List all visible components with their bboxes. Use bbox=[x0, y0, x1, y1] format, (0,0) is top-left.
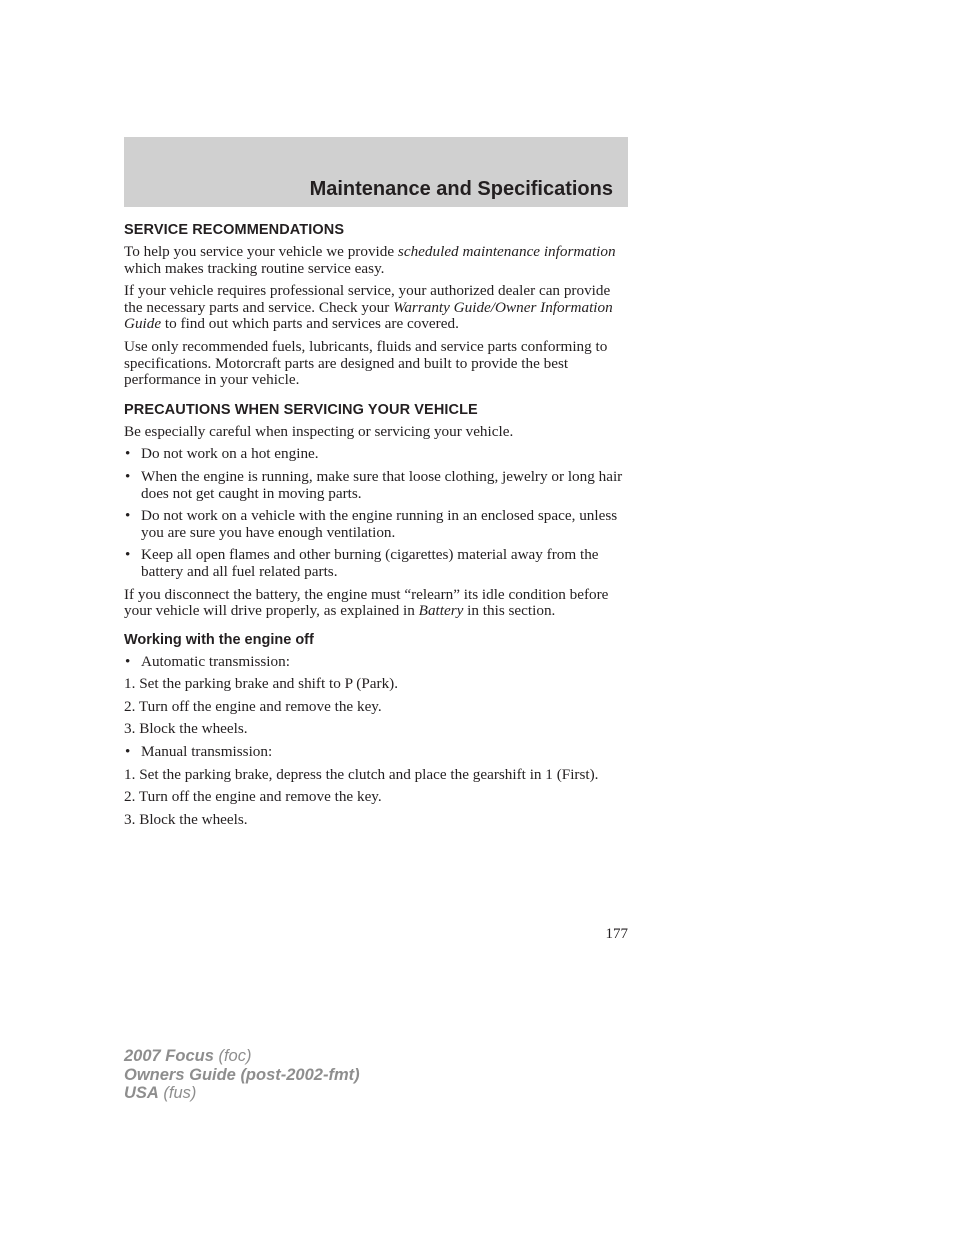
list-item: • Do not work on a hot engine. bbox=[125, 445, 319, 463]
subheading-engine-off: Working with the engine off bbox=[124, 631, 314, 648]
bullet-icon: • bbox=[125, 445, 131, 463]
bullet-icon: • bbox=[125, 507, 131, 525]
list-item-automatic: • Automatic transmission: bbox=[125, 652, 290, 670]
paragraph-battery-relearn: If you disconnect the battery, the engine must “relearn” its idle condition before your vehicle will drive properly, as explained in Battery in this section. bbox=[124, 585, 609, 620]
bullet-icon: • bbox=[125, 743, 131, 761]
list-item: 1. Set the parking brake, depress the clutch and place the gearshift in 1 (First). bbox=[124, 765, 599, 783]
section-heading-precautions: PRECAUTIONS WHEN SERVICING YOUR VEHICLE bbox=[124, 401, 478, 418]
paragraph-precautions-intro: Be especially careful when inspecting or servicing your vehicle. bbox=[124, 422, 514, 440]
paragraph-recommended-parts: Use only recommended fuels, lubricants, fluids and service parts conforming to specifications. Motorcraft parts are designed and built to provide the best performance in your vehicle. bbox=[124, 337, 608, 389]
list-item: 2. Turn off the engine and remove the key. bbox=[124, 788, 382, 806]
page-number: 177 bbox=[605, 926, 628, 942]
list-item: 1. Set the parking brake and shift to P (Park). bbox=[124, 675, 399, 693]
footer-line-guide: Owners Guide (post-2002-fmt) bbox=[124, 1065, 360, 1084]
list-item: 3. Block the wheels. bbox=[124, 720, 248, 738]
page-content bbox=[124, 219, 628, 834]
page-title: Maintenance and Specifications bbox=[309, 178, 613, 200]
paragraph-service-intro: To help you service your vehicle we provide scheduled maintenance information which makes tracking routine service easy. bbox=[124, 243, 616, 277]
engine-off-steps bbox=[124, 654, 628, 829]
header-band bbox=[124, 137, 628, 207]
list-item: • Keep all open flames and other burning (cigarettes) material away from the battery and all fuel related parts. bbox=[125, 546, 599, 580]
list-item-manual: • Manual transmission: bbox=[125, 743, 273, 761]
paragraph-professional-service: If your vehicle requires professional service, your authorized dealer can provide the necessary parts and service. Check your Warranty Guide/Owner Information Guide to find out which parts and services are covered. bbox=[124, 282, 613, 333]
list-item: 3. Block the wheels. bbox=[124, 810, 248, 828]
bullet-icon: • bbox=[125, 467, 131, 485]
precautions-list bbox=[124, 446, 628, 580]
bullet-icon: • bbox=[125, 546, 131, 564]
footer-line-region: USA (fus) bbox=[124, 1084, 197, 1102]
list-item: • When the engine is running, make sure that loose clothing, jewelry or long hair does not get caught in moving parts. bbox=[125, 467, 623, 502]
section-heading-service: SERVICE RECOMMENDATIONS bbox=[124, 222, 345, 238]
list-item: 2. Turn off the engine and remove the key. bbox=[124, 697, 382, 715]
bullet-icon: • bbox=[125, 652, 131, 670]
document-footer bbox=[124, 1047, 360, 1103]
footer-line-model: 2007 Focus (foc) bbox=[124, 1047, 252, 1065]
list-item: • Do not work on a vehicle with the engine running in an enclosed space, unless you are sure you have enough ventilation. bbox=[125, 507, 618, 541]
